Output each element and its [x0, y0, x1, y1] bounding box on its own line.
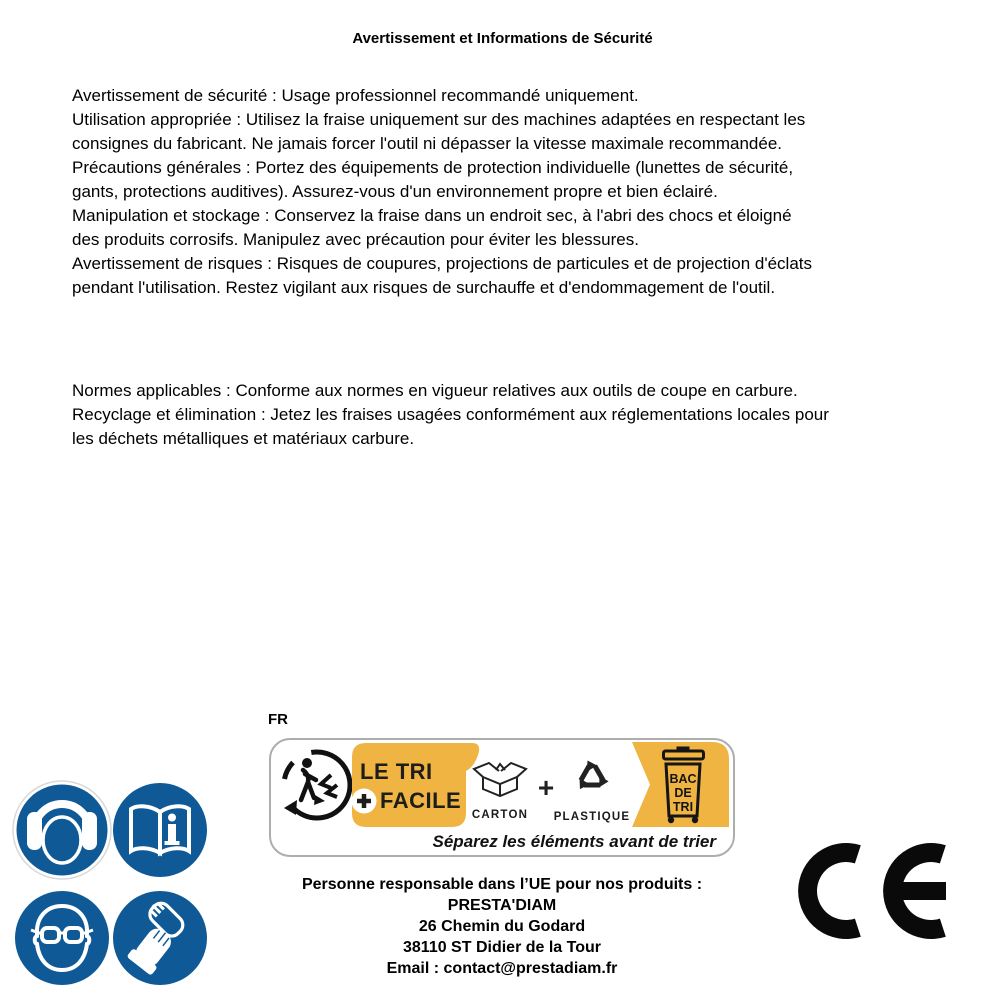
- safety-warnings-paragraph: [72, 84, 812, 300]
- page-title: Avertissement et Informations de Sécurité: [352, 30, 653, 47]
- wear-protective-gloves-icon: [113, 891, 207, 985]
- contact-line: 26 Chemin du Godard: [418, 918, 586, 935]
- bin-text-line: DE: [674, 786, 692, 800]
- eu-responsible-contact-block: [242, 874, 762, 979]
- read-instruction-manual-icon: [113, 783, 207, 877]
- wear-eye-protection-icon: [15, 891, 109, 985]
- safety-text-line: des produits corrosifs. Manipulez avec précaution pour éviter les blessures.: [72, 230, 639, 249]
- plastique-label: PLASTIQUE: [553, 811, 631, 823]
- infotri-footer-note: Séparez les éléments avant de trier: [432, 832, 716, 851]
- safety-text-line: pendant l'utilisation. Restez vigilant aux risques de surchauffe et d'endommagement de l'outil.: [72, 278, 776, 297]
- contact-line: Email : contact@prestadiam.fr: [386, 960, 618, 977]
- safety-text-line: Utilisation appropriée : Utilisez la fraise uniquement sur des machines adaptées en respectant les: [72, 110, 806, 129]
- infotri-recycling-banner: [268, 737, 738, 859]
- bin-text-line: TRI: [672, 800, 694, 814]
- infotri-country-label: FR: [268, 711, 288, 728]
- bin-text-line: BAC: [669, 772, 697, 786]
- safety-text-line: Recyclage et élimination : Jetez les fraises usagées conformément aux réglementations locales pour: [72, 405, 829, 424]
- safety-text-line: Avertissement de risques : Risques de coupures, projections de particules et de projection d'éclats: [72, 254, 812, 273]
- infotri-headline-line1: LE TRI: [360, 759, 433, 784]
- safety-text-line: les déchets métalliques et matériaux carbure.: [72, 429, 415, 448]
- mandatory-ppe-icons: [8, 776, 216, 992]
- carton-label: CARTON: [471, 809, 529, 821]
- wear-ear-protection-icon: [13, 781, 111, 879]
- sorting-bin-icon: [664, 748, 704, 823]
- contact-line: PRESTA'DIAM: [447, 897, 557, 914]
- materials-plus-separator: +: [537, 772, 555, 803]
- safety-text-line: Manipulation et stockage : Conservez la fraise dans un endroit sec, à l'abri des chocs et éloigné: [72, 206, 792, 225]
- infotri-headline-line2: FACILE: [380, 788, 462, 813]
- safety-text-line: Avertissement de sécurité : Usage professionnel recommandé uniquement.: [72, 86, 639, 105]
- safety-text-line: gants, protections auditives). Assurez-vous d'un environnement propre et bien éclairé.: [72, 182, 718, 201]
- contact-line: Personne responsable dans l’UE pour nos produits :: [301, 876, 703, 893]
- safety-text-line: Normes applicables : Conforme aux normes en vigueur relatives aux outils de coupe en carbure.: [72, 381, 798, 400]
- contact-line: 38110 ST Didier de la Tour: [403, 939, 601, 956]
- safety-text-line: consignes du fabricant. Ne jamais forcer l'outil ni dépasser la vitesse maximale recommandée.: [72, 134, 783, 153]
- standards-recycling-paragraph: [72, 379, 829, 451]
- safety-text-line: Précautions générales : Portez des équipements de protection individuelle (lunettes de sécurité,: [72, 158, 794, 177]
- infotri-yellow-panel: [352, 743, 479, 827]
- ce-marking-logo: [790, 838, 960, 948]
